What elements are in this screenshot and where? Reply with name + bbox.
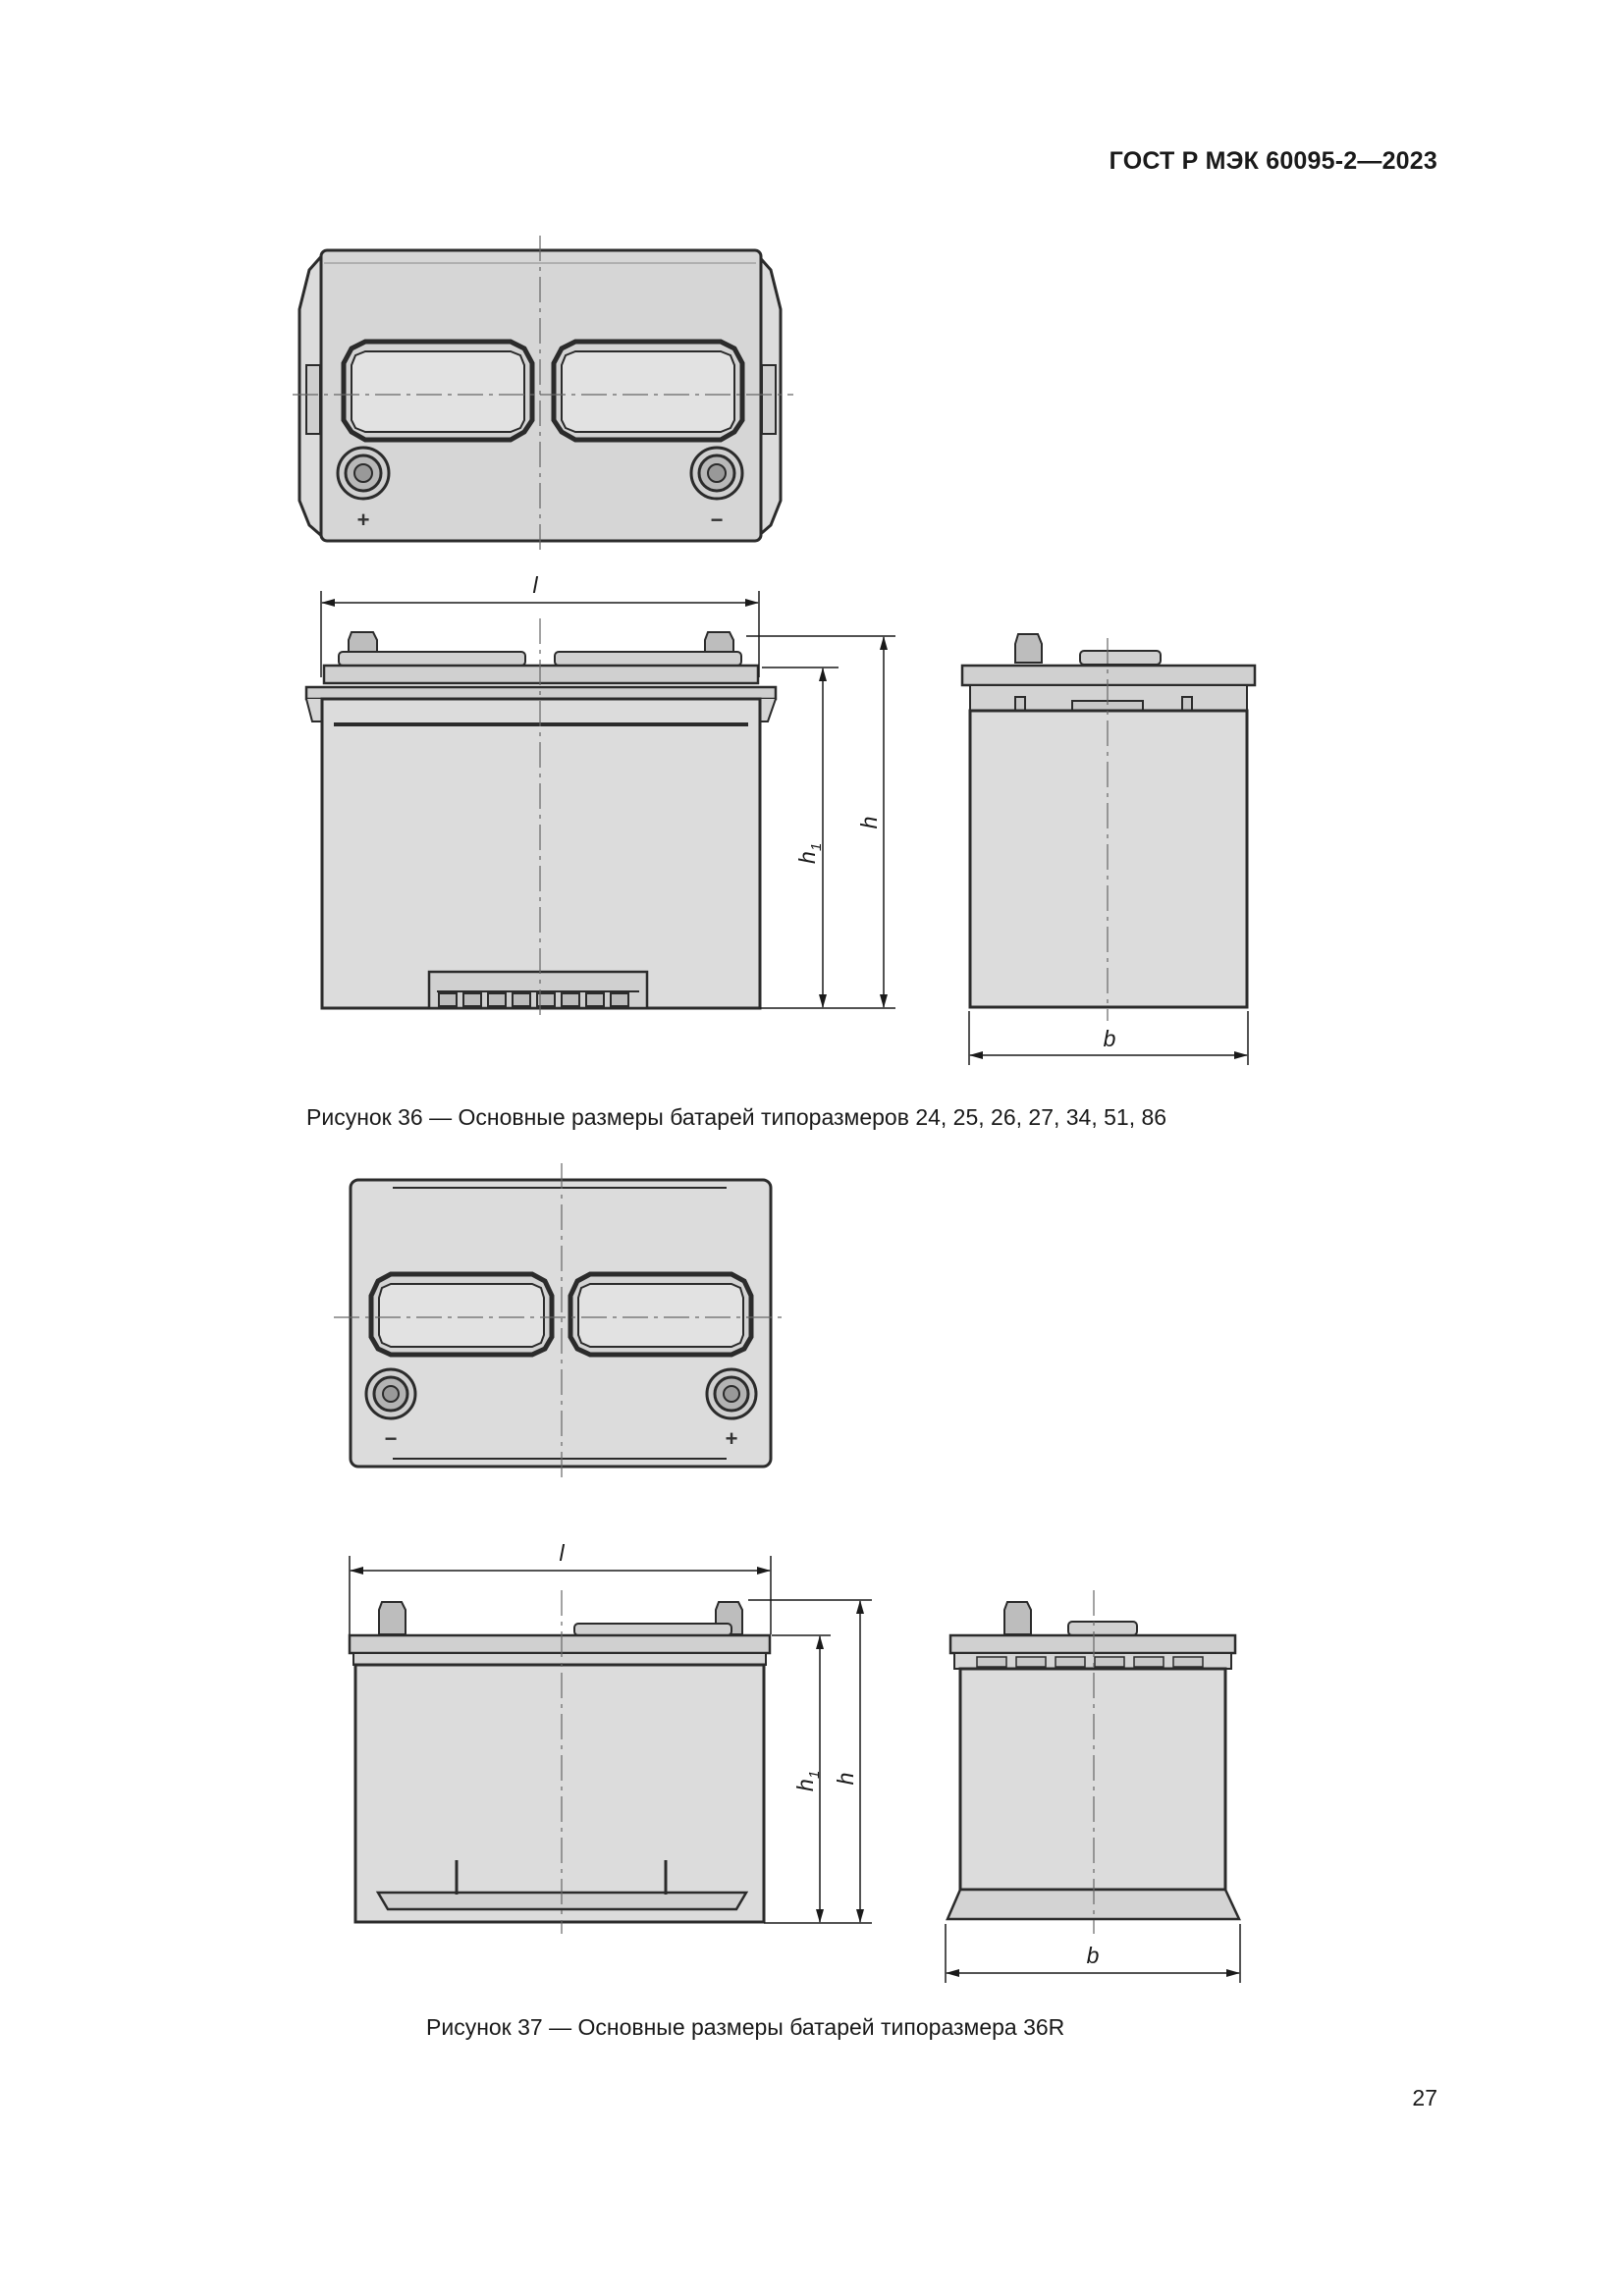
fig36-height1-label xyxy=(794,843,825,864)
fig36-top-view xyxy=(293,236,793,550)
fig36-length-label: l xyxy=(532,572,538,598)
fig36-height-label: h xyxy=(856,816,882,829)
page-number: 27 xyxy=(1412,2085,1437,2110)
fig36-negative-sign: − xyxy=(710,507,724,532)
standard-header: ГОСТ Р МЭК 60095-2—2023 xyxy=(1109,147,1437,175)
svg-text:h: h xyxy=(794,851,820,864)
svg-text:h: h xyxy=(792,1779,818,1791)
fig37-negative-sign: − xyxy=(384,1426,398,1451)
fig37-length-label: l xyxy=(559,1540,565,1566)
fig37-side-view xyxy=(947,1590,1239,1934)
fig37-height-label: h xyxy=(833,1772,858,1786)
figure36-caption: Рисунок 36 — Основные размеры батарей типоразмеров 24, 25, 26, 27, 34, 51, 86 xyxy=(306,1104,1167,1130)
fig36-front-view xyxy=(306,618,776,1021)
figure37-caption: Рисунок 37 — Основные размеры батарей типоразмера 36R xyxy=(426,2014,1065,2040)
fig36-width-label: b xyxy=(1103,1026,1116,1051)
fig37-positive-sign: + xyxy=(725,1426,738,1451)
fig36-side-view xyxy=(962,634,1255,1021)
fig37-front-view xyxy=(350,1590,770,1934)
fig37-height1-label xyxy=(792,1771,823,1791)
svg-text:1: 1 xyxy=(808,842,825,851)
fig37-width-label: b xyxy=(1086,1943,1100,1968)
fig37-top-view xyxy=(334,1163,785,1482)
svg-text:1: 1 xyxy=(806,1770,823,1779)
fig36-positive-sign: + xyxy=(356,507,370,532)
